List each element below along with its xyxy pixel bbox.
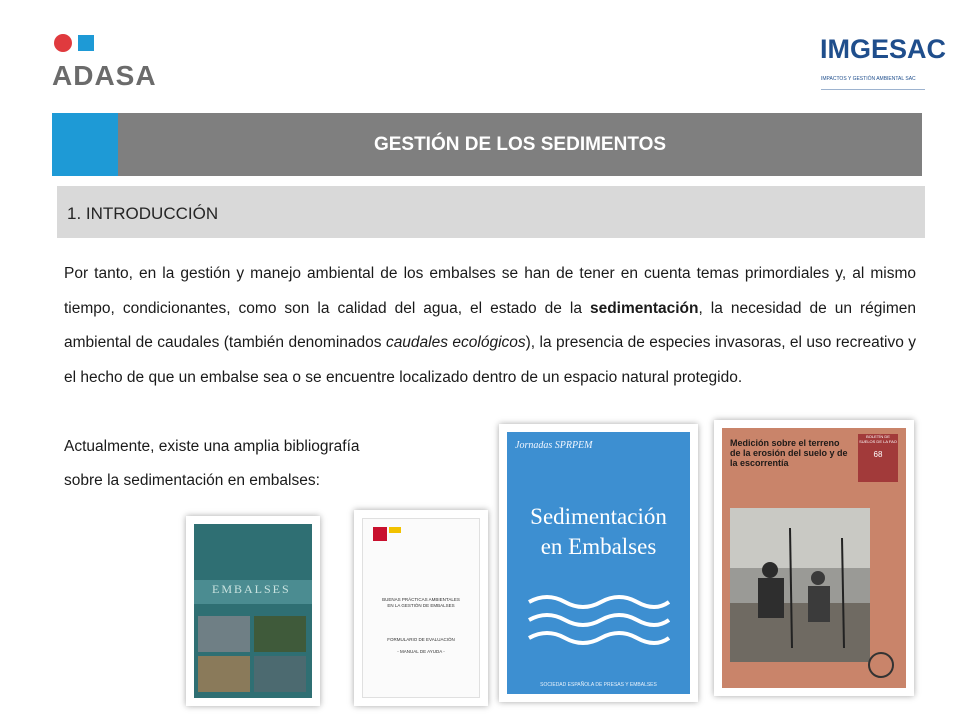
title-bar	[52, 113, 922, 176]
book-cover-sedimentacion	[499, 424, 698, 702]
spain-crest-icon	[373, 527, 387, 541]
book-title-line: en Embalses	[540, 534, 657, 559]
body-italic-term: caudales ecológicos	[385, 334, 526, 351]
imgesac-tagline: IMPACTOS Y GESTIÓN AMBIENTAL SAC	[821, 76, 916, 82]
page-title: GESTIÓN DE LOS SEDIMENTOS	[373, 134, 667, 155]
adasa-logo	[52, 34, 172, 94]
book-cover-buenas-practicas	[354, 510, 488, 706]
book-title-line: BUENAS PRÁCTICAS AMBIENTALES	[382, 597, 460, 602]
bibliography-intro	[64, 430, 444, 498]
body-bold-term: sedimentación	[589, 299, 699, 317]
book-subtitle-line: FORMULARIO DE EVALUACIÓN	[387, 637, 455, 642]
book-title: EMBALSES	[212, 582, 291, 596]
book-title: Medición sobre el terreno de la erosión del suelo y de la escorrentía	[730, 438, 848, 468]
section-title: 1. INTRODUCCIÓN	[67, 204, 219, 223]
spain-flag-icon	[389, 527, 401, 533]
imgesac-wordmark: IMGESAC	[820, 34, 947, 64]
imgesac-underline	[821, 89, 925, 90]
cover-photo	[254, 616, 306, 652]
book-cover-embalses	[186, 516, 320, 706]
book-title-line: Sedimentación	[530, 504, 667, 529]
adasa-wordmark: ADASA	[52, 60, 157, 91]
cover-photo	[198, 656, 250, 692]
logo-blue-square	[78, 35, 94, 51]
waves-icon	[527, 592, 670, 652]
logo-red-circle	[54, 34, 72, 52]
fao-logo-icon	[868, 652, 894, 678]
bibliography-intro-line: sobre la sedimentación en embalses:	[64, 472, 320, 489]
section-header	[57, 186, 925, 238]
book-series: Jornadas SPRPEM	[515, 440, 593, 451]
book-cover-fao	[714, 420, 914, 696]
imgesac-logo	[818, 34, 947, 94]
field-photo	[730, 508, 870, 662]
cover-photo	[198, 616, 250, 652]
book-title-line: EN LA GESTIÓN DE EMBALSES	[387, 603, 455, 608]
book-publisher: SOCIEDAD ESPAÑOLA DE PRESAS Y EMBALSES	[540, 682, 657, 688]
body-paragraph	[64, 257, 916, 395]
bibliography-intro-line: Actualmente, existe una amplia bibliografía	[64, 438, 360, 455]
book-subtitle-line: - MANUAL DE AYUDA -	[397, 649, 445, 654]
series-name: BOLETÍN DE SUELOS DE LA FAO	[859, 434, 897, 444]
cover-photo	[254, 656, 306, 692]
series-badge	[858, 434, 898, 482]
body-text-part: , la necesidad de un régimen ambiental de caudales (también denominados	[64, 299, 916, 351]
series-number: 68	[873, 450, 883, 459]
body-text-part: Por tanto, en la gestión y manejo ambiental de los embalses se han de tener en cuenta temas primordiales y, al mismo tiempo, condicionantes, como son la calidad del agua, el estado de la	[64, 265, 916, 317]
body-text-part: ), la presencia de especies invasoras, el uso recreativo y el hecho de que un embalse sea o se encuentre localizado dentro de un espacio natural protegido.	[64, 334, 917, 386]
title-accent-block	[52, 113, 118, 176]
